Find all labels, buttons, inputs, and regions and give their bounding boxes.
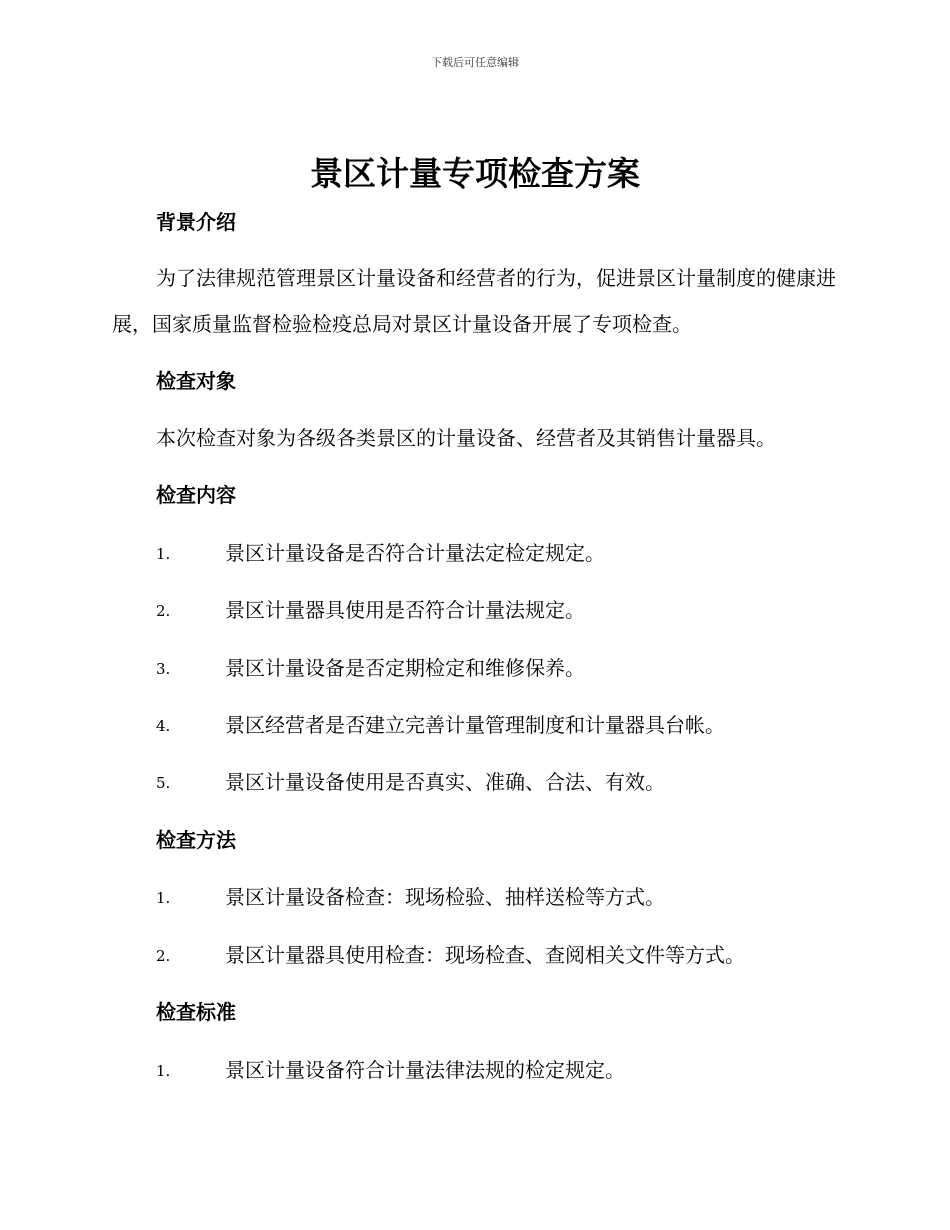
document-title: 景区计量专项检查方案 — [310, 154, 640, 193]
content-list-item — [156, 712, 856, 738]
list-text: 景区计量器具使用检查：现场检查、查阅相关文件等方式。 — [225, 943, 745, 967]
content-list-item — [156, 597, 856, 623]
method-list-item — [156, 942, 856, 968]
list-text: 景区计量设备是否定期检定和维修保养。 — [225, 656, 585, 680]
list-number: 1. — [156, 889, 171, 907]
content-list-item — [156, 769, 856, 795]
list-text: 景区计量器具使用是否符合计量法规定。 — [225, 598, 585, 622]
section-heading-standard: 检查标准 — [156, 1000, 236, 1024]
section-heading-method: 检查方法 — [156, 828, 236, 852]
target-paragraph: 本次检查对象为各级各类景区的计量设备、经营者及其销售计量器具。 — [156, 426, 776, 450]
list-text: 景区计量设备是否符合计量法定检定规定。 — [225, 541, 605, 565]
section-heading-target: 检查对象 — [156, 369, 236, 393]
header-note: 下载后可任意编辑 — [431, 56, 519, 69]
list-number: 2. — [156, 947, 171, 965]
list-text: 景区计量设备符合计量法律法规的检定规定。 — [225, 1058, 625, 1082]
list-number: 1. — [156, 545, 171, 563]
list-number: 4. — [156, 717, 171, 735]
list-text: 景区计量设备检查：现场检验、抽样送检等方式。 — [225, 885, 665, 909]
list-number: 2. — [156, 602, 171, 620]
section-heading-background: 背景介绍 — [156, 210, 236, 234]
list-text: 景区计量设备使用是否真实、准确、合法、有效。 — [225, 770, 665, 794]
background-paragraph: 为了法律规范管理景区计量设备和经营者的行为，促进景区计量制度的健康进展，国家质量监督检验检疫总局对景区计量设备开展了专项检查。 — [112, 266, 836, 336]
content-list-item — [156, 540, 856, 566]
list-number: 3. — [156, 660, 171, 678]
list-text: 景区经营者是否建立完善计量管理制度和计量器具台帐。 — [225, 713, 725, 737]
content-list-item — [156, 655, 856, 681]
section-heading-content: 检查内容 — [156, 483, 236, 507]
standard-list-item — [156, 1057, 856, 1083]
list-number: 5. — [156, 774, 171, 792]
list-number: 1. — [156, 1062, 171, 1080]
method-list-item — [156, 884, 856, 910]
